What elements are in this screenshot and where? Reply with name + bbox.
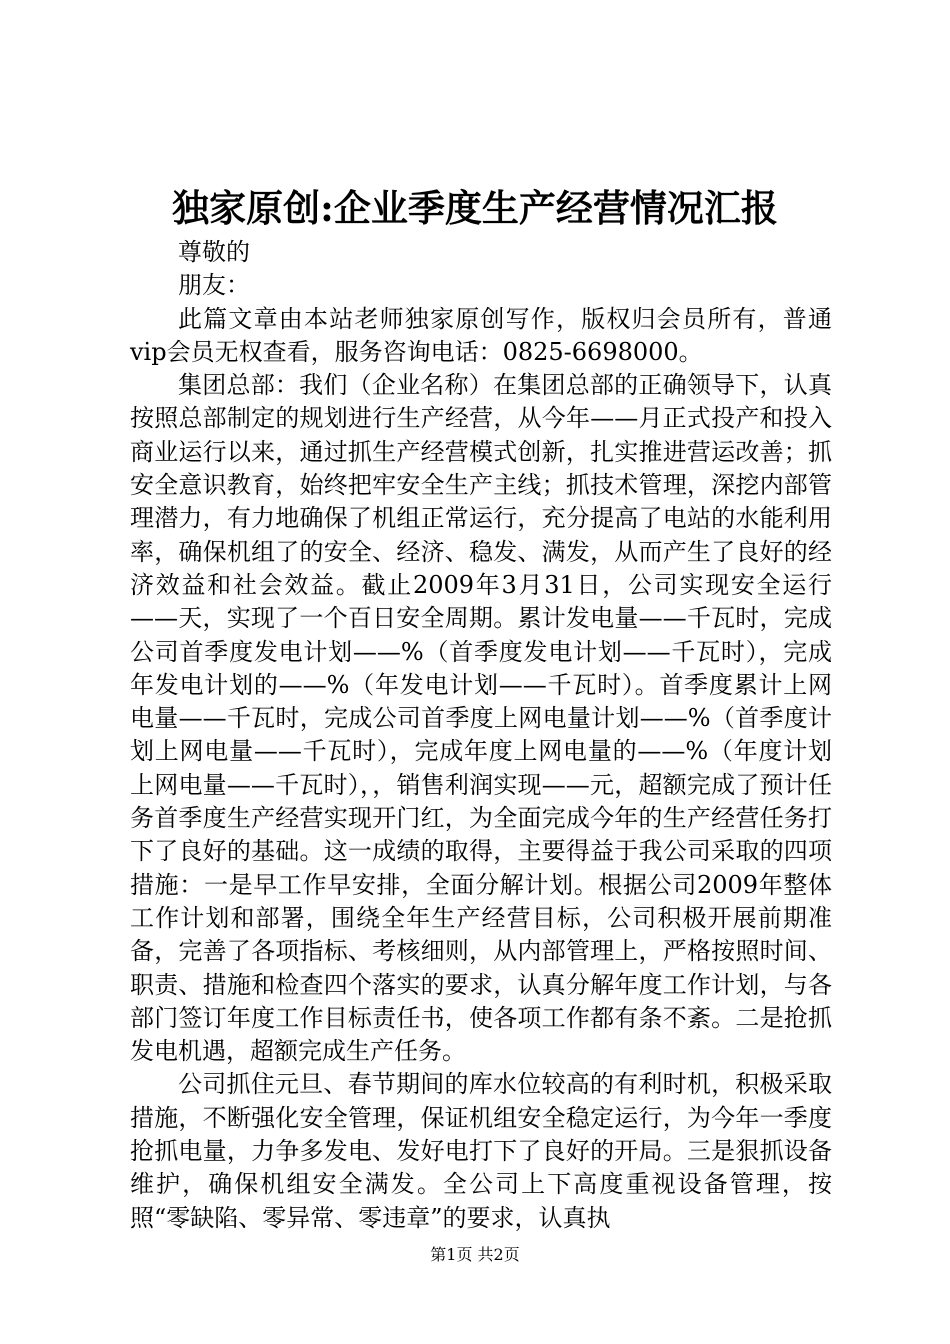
salutation-line-2: 朋友： bbox=[178, 271, 250, 300]
document-body bbox=[130, 236, 832, 1235]
report-paragraph: 公司抓住元旦、春节期间的库水位较高的有利时机，积极采取措施，不断强化安全管理，保证机组安全稳定运行，为今年一季度抢抓电量，力争多发电、发好电打下了良好的开局。三是狠抓设备维护，确保机组安全满发。全公司上下高度重视设备管理，按照“零缺陷、零异常、零违章”的要求，认真执 bbox=[130, 1070, 832, 1232]
page-number-footer: 第1页 共2页 bbox=[430, 1245, 520, 1264]
report-paragraph: 集团总部：我们（企业名称）在集团总部的正确领导下，认真按照总部制定的规划进行生产经营，从今年——月正式投产和投入商业运行以来，通过抓生产经营模式创新，扎实推进营运改善；抓安全意识教育，始终把牢安全生产主线；抓技术管理，深挖内部管理潜力，有力地确保了机组正常运行，充分提高了电站的水能利用率，确保机组了的安全、经济、稳发、满发，从而产生了良好的经济效益和社会效益。截止2009年3月31日，公司实现安全运行——天，实现了一个百日安全周期。累计发电量——千瓦时，完成公司首季度发电计划——%（首季度发电计划——千瓦时），完成年发电计划的——%（年发电计划——千瓦时）。首季度累计上网电量——千瓦时，完成公司首季度上网电量计划——%（首季度计划上网电量——千瓦时），完成年度上网电量的——%（年度计划上网电量——千瓦时），，销售利润实现——元，超额完成了预计任务首季度生产经营实现开门红，为全面完成今年的生产经营任务打下了良好的基础。这一成绩的取得，主要得益于我公司采取的四项措施：一是早工作早安排，全面分解计划。根据公司2009年整体工作计划和部署，围绕全年生产经营目标，公司积极开展前期准备，完善了各项指标、考核细则，从内部管理上，严格按照时间、职责、措施和检查四个落实的要求，认真分解年度工作计划，与各部门签订年度工作目标责任书，使各项工作都有条不紊。二是抢抓发电机遇，超额完成生产任务。 bbox=[130, 371, 832, 1066]
salutation-line-1: 尊敬的 bbox=[178, 238, 250, 266]
copyright-notice-paragraph: 此篇文章由本站老师独家原创写作，版权归会员所有，普通vip会员无权查看，服务咨询电话：0825-6698000。 bbox=[130, 304, 832, 366]
document-title: 独家原创:企业季度生产经营情况汇报 bbox=[172, 186, 778, 230]
